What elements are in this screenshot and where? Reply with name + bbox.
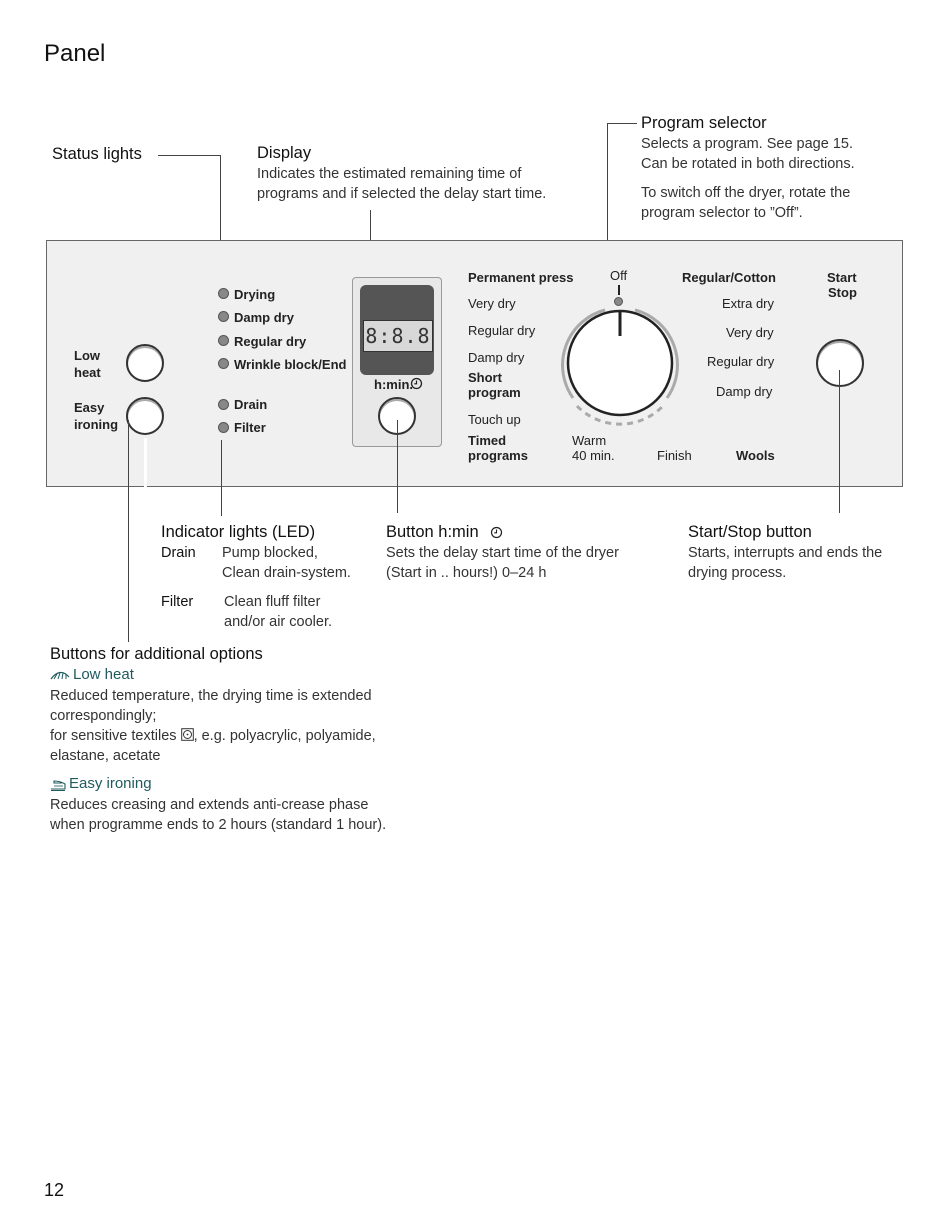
easy-ironing-highlight: [144, 438, 147, 488]
display-title: Display: [257, 144, 312, 162]
program-selector-text-3: To switch off the dryer, rotate the: [641, 185, 851, 201]
low-heat-icon: [50, 669, 70, 681]
filter-label: Filter: [161, 594, 194, 610]
page-title: Panel: [44, 40, 106, 67]
low-heat-button[interactable]: [126, 344, 164, 382]
easy-ironing-title: Easy ironing: [69, 775, 152, 792]
status-drying: Drying: [234, 287, 276, 302]
led-damp-dry: [218, 311, 229, 322]
led-wrinkle-block: [218, 358, 229, 369]
start-stop-button[interactable]: [816, 339, 864, 387]
hmin-leader: [397, 420, 398, 513]
button-hmin-title: Button h:min: [386, 523, 479, 541]
drain-label: Drain: [161, 545, 196, 561]
program-very-dry-right: Very dry: [726, 325, 774, 340]
status-regular-dry: Regular dry: [234, 334, 307, 349]
program-selector-dial[interactable]: [555, 300, 685, 430]
filter-text-1: Clean fluff filter: [224, 594, 321, 610]
low-heat-text-3: [50, 726, 376, 747]
program-selector-text-1: Selects a program. See page 15.: [641, 136, 853, 152]
start-stop-leader: [839, 370, 840, 513]
program-extra-dry: Extra dry: [722, 296, 775, 311]
options-title: Buttons for additional options: [50, 645, 263, 663]
indicator-lights-title: Indicator lights (LED): [161, 523, 316, 541]
warm-label-2: 40 min.: [572, 448, 615, 463]
program-short-1: Short: [468, 370, 502, 385]
easy-ironing-label-1: Easy: [74, 400, 105, 415]
indicator-leader: [221, 440, 222, 516]
status-wrinkle-block: Wrinkle block/End: [234, 357, 347, 372]
iron-icon: [50, 779, 66, 791]
program-selector-text-2: Can be rotated in both directions.: [641, 156, 855, 172]
program-selector-title: Program selector: [641, 114, 767, 132]
finish-label: Finish: [657, 448, 692, 463]
page-number: 12: [44, 1180, 65, 1200]
start-stop-text-1: Starts, interrupts and ends the: [688, 545, 883, 561]
program-regular-cotton: Regular/Cotton: [682, 270, 776, 285]
clock-icon: [490, 526, 503, 539]
low-heat-text-3b: , e.g. polyacrylic, polyamide,: [193, 728, 376, 744]
drain-text-1: Pump blocked,: [222, 545, 318, 561]
display-text-2: programs and if selected the delay start time.: [257, 186, 547, 202]
easy-ironing-text-2: when programme ends to 2 hours (standard 1 hour).: [50, 817, 387, 833]
off-label: Off: [610, 268, 628, 283]
low-heat-label-1: Low: [74, 348, 100, 363]
low-heat-title: Low heat: [73, 666, 134, 683]
program-very-dry-left: Very dry: [468, 296, 516, 311]
low-heat-text-2: correspondingly;: [50, 708, 157, 724]
display-text-1: Indicates the estimated remaining time of: [257, 166, 522, 182]
low-heat-text-1: Reduced temperature, the drying time is extended: [50, 688, 372, 704]
start-stop-title: Start/Stop button: [688, 523, 812, 541]
options-leader: [128, 420, 129, 642]
led-drain: [218, 399, 229, 410]
easy-ironing-label-2: ironing: [74, 417, 119, 432]
low-heat-text-4: elastane, acetate: [50, 748, 161, 764]
status-lights-leader-h: [158, 155, 220, 156]
program-timed-1: Timed: [468, 433, 507, 448]
button-hmin-text-1: Sets the delay start time of the dryer: [386, 545, 619, 561]
program-damp-dry-left: Damp dry: [468, 350, 525, 365]
button-hmin-text-2: (Start in .. hours!) 0–24 h: [386, 565, 547, 581]
dryer-care-icon: [181, 728, 194, 741]
program-damp-dry-right: Damp dry: [716, 384, 773, 399]
program-selector-leader-h: [607, 123, 637, 124]
low-heat-label-2: heat: [74, 365, 101, 380]
program-regular-dry-left: Regular dry: [468, 323, 536, 338]
program-touch-up: Touch up: [468, 412, 521, 427]
indicator-filter: Filter: [234, 420, 266, 435]
program-short-2: program: [468, 385, 521, 400]
drain-text-2: Clean drain-system.: [222, 565, 351, 581]
low-heat-text-3a: for sensitive textiles: [50, 728, 177, 744]
program-permanent-press: Permanent press: [468, 270, 574, 285]
program-selector-text-4: program selector to ”Off”.: [641, 205, 803, 221]
program-timed-2: programs: [468, 448, 528, 463]
stop-label: Stop: [828, 285, 857, 300]
indicator-drain: Drain: [234, 397, 268, 412]
easy-ironing-button[interactable]: [126, 397, 164, 435]
status-lights-title: Status lights: [52, 145, 142, 163]
filter-text-2: and/or air cooler.: [224, 614, 333, 630]
program-regular-dry-right: Regular dry: [707, 354, 775, 369]
clock-icon: [410, 377, 423, 390]
hmin-label: h:min.: [374, 377, 413, 392]
program-wools: Wools: [736, 448, 775, 463]
start-stop-text-2: drying process.: [688, 565, 787, 581]
start-label: Start: [827, 270, 857, 285]
off-mark: [618, 285, 620, 295]
led-filter: [218, 422, 229, 433]
display-digits: 8:8.8: [363, 320, 433, 352]
warm-label-1: Warm: [572, 433, 607, 448]
easy-ironing-text-1: Reduces creasing and extends anti-crease phase: [50, 797, 369, 813]
led-drying: [218, 288, 229, 299]
led-regular-dry: [218, 335, 229, 346]
status-damp-dry: Damp dry: [234, 310, 294, 325]
